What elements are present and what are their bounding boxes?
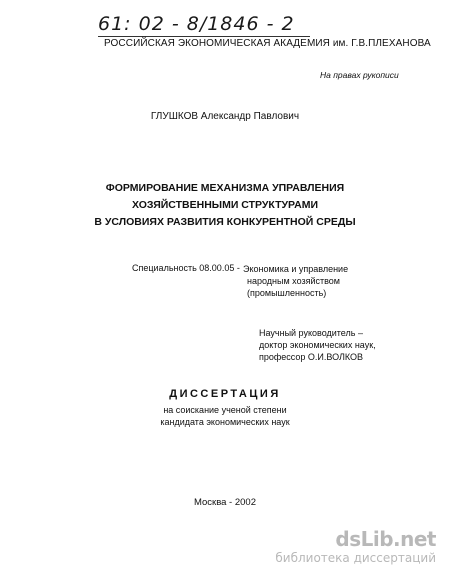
watermark-logo bbox=[275, 528, 436, 550]
specialty-line: народным хозяйством bbox=[247, 276, 340, 286]
watermark-logo-prefix: dsLib bbox=[335, 527, 394, 551]
degree-line: кандидата экономических наук bbox=[160, 417, 290, 427]
archive-underline bbox=[98, 36, 310, 37]
degree-line: на соискание ученой степени bbox=[163, 405, 287, 415]
city-year: Москва - 2002 bbox=[193, 497, 256, 508]
title-line: В УСЛОВИЯХ РАЗВИТИЯ КОНКУРЕНТНОЙ СРЕДЫ bbox=[94, 216, 356, 228]
archive-number: 61: 02 - 8/1846 - 2 bbox=[98, 13, 295, 35]
author-name: ГЛУШКОВ Александр Павлович bbox=[150, 111, 300, 122]
academy-name: РОССИЙСКАЯ ЭКОНОМИЧЕСКАЯ АКАДЕМИЯ им. Г.В.ПЛЕХАНОВА bbox=[104, 38, 431, 49]
supervisor-line: Научный руководитель – bbox=[259, 328, 363, 338]
watermark-tagline: библиотека диссертаций bbox=[275, 551, 436, 565]
rights-note: На правах рукописи bbox=[320, 70, 399, 80]
supervisor-line: доктор экономических наук, bbox=[259, 340, 376, 350]
watermark-logo-suffix: .net bbox=[393, 527, 436, 551]
supervisor-block bbox=[259, 327, 376, 363]
specialty-line: Экономика и управление bbox=[243, 264, 349, 274]
specialty-label: Специальность 08.00.05 - bbox=[132, 263, 240, 273]
dissertation-title bbox=[0, 180, 450, 231]
specialty-value bbox=[243, 263, 348, 299]
specialty-line: (промышленность) bbox=[247, 288, 327, 298]
dissertation-degree bbox=[0, 404, 450, 428]
watermark bbox=[275, 528, 436, 566]
supervisor-line: профессор О.И.ВОЛКОВ bbox=[259, 352, 364, 362]
title-line: ХОЗЯЙСТВЕННЫМИ СТРУКТУРАМИ bbox=[132, 199, 318, 211]
title-line: ФОРМИРОВАНИЕ МЕХАНИЗМА УПРАВЛЕНИЯ bbox=[105, 182, 345, 194]
dissertation-heading: ДИССЕРТАЦИЯ bbox=[169, 388, 281, 400]
